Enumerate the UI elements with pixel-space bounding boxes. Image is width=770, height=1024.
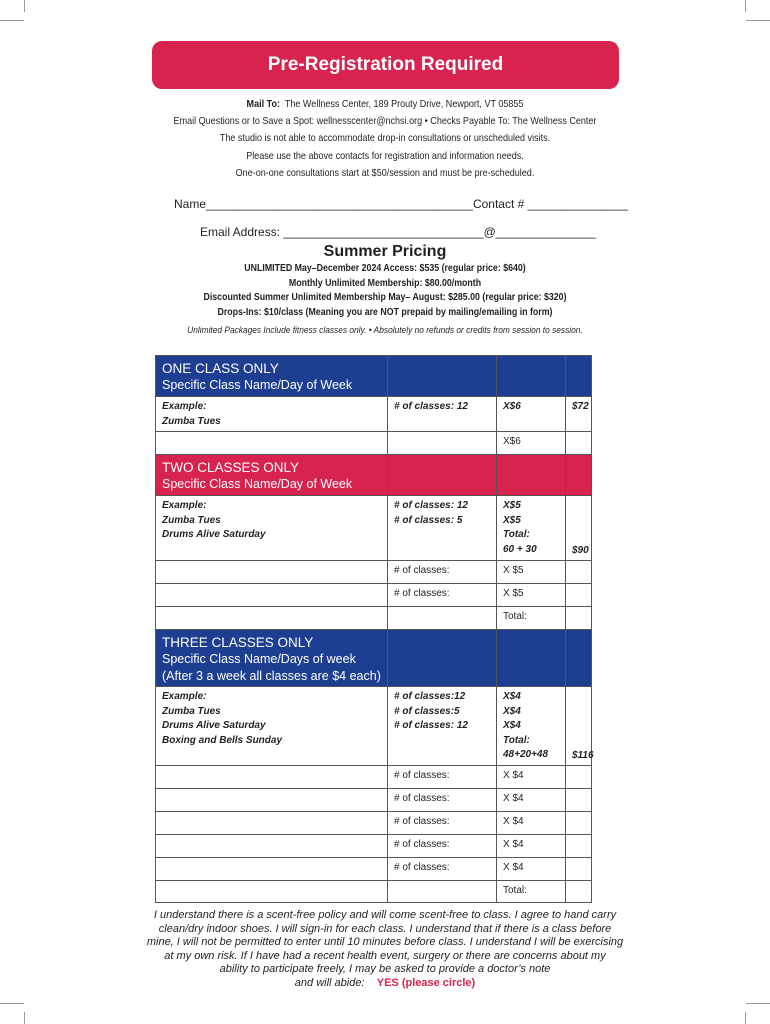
table-row	[155, 496, 592, 561]
crop-mark	[24, 0, 25, 12]
rate: X$4	[503, 691, 521, 702]
table-row[interactable]	[155, 561, 592, 584]
classes-label: # of classes:	[394, 862, 450, 873]
contact-info	[0, 96, 770, 182]
table-row[interactable]	[155, 607, 592, 630]
example-class: Drums Alive Saturday	[162, 720, 266, 731]
class-name-input[interactable]	[155, 835, 387, 857]
three-classes-subtitle: Specific Class Name/Days of week	[162, 652, 356, 666]
example-class: Boxing and Bells Sunday	[162, 734, 283, 746]
agreement-text	[0, 909, 770, 990]
total-input[interactable]	[565, 432, 592, 454]
rate: X $4	[503, 770, 524, 781]
example-class: Zumba Tues	[162, 514, 221, 526]
class-name-input[interactable]	[155, 561, 387, 583]
total-label: Total:	[503, 529, 530, 540]
three-classes-note: (After 3 a week all classes are $4 each)	[162, 669, 381, 683]
crop-mark	[745, 0, 746, 12]
total-input[interactable]	[565, 584, 592, 606]
total-input[interactable]	[565, 812, 592, 834]
classes-count: # of classes: 12	[394, 500, 468, 511]
rate: X$5	[503, 500, 521, 511]
class-name-input[interactable]	[155, 766, 387, 788]
contacts-line: Please use the above contacts for registration and information needs.	[246, 149, 524, 162]
classes-count: # of classes: 12	[394, 720, 468, 731]
rate: X$4	[503, 720, 521, 731]
classes-count: # of classes: 5	[394, 514, 463, 526]
table-row	[155, 397, 592, 432]
crop-mark	[0, 20, 24, 21]
agreement-line: mine, I will not be permitted to enter until 10 minutes before class. I understand I will be exercising	[146, 936, 624, 948]
email-line: Email Questions or to Save a Spot: wellnesscenter@nchsi.org • Checks Payable To: The Wellness Center	[173, 115, 597, 128]
class-name-input[interactable]	[155, 881, 387, 902]
classes-label: # of classes:	[394, 816, 450, 827]
total-input[interactable]	[565, 881, 592, 902]
crop-mark	[0, 1003, 24, 1004]
three-classes-header	[155, 630, 592, 687]
rate: X$4	[503, 705, 521, 717]
agreement-line	[0, 977, 770, 991]
agreement-line: ability to participate freely, I may be asked to provide a doctor’s note	[219, 963, 551, 975]
class-name-input[interactable]	[155, 432, 387, 454]
class-name-input[interactable]	[155, 858, 387, 880]
table-row[interactable]	[155, 881, 592, 903]
rate: X$6	[503, 401, 521, 412]
crop-mark	[24, 1012, 25, 1024]
two-classes-title: TWO CLASSES ONLY	[162, 460, 300, 475]
row-total: $116	[572, 750, 594, 761]
example-label: Example:	[162, 500, 207, 511]
total-input[interactable]	[565, 766, 592, 788]
yes-option[interactable]: YES (please circle)	[376, 976, 476, 989]
one-class-header	[155, 356, 592, 397]
three-classes-title: THREE CLASSES ONLY	[162, 635, 314, 650]
rate: X$5	[503, 514, 521, 526]
example-class: Zumba Tues	[162, 705, 221, 717]
total-input[interactable]	[565, 789, 592, 811]
table-row[interactable]	[155, 766, 592, 789]
agreement-line: clean/dry indoor shoes. I will sign-in for each class. I understand that if there is a class before	[158, 922, 612, 935]
crop-mark	[745, 1012, 746, 1024]
rate: X $5	[503, 588, 524, 599]
table-row[interactable]	[155, 432, 592, 455]
name-contact-field[interactable]: Name________________________________________Contact # _______________	[174, 197, 628, 211]
total-input[interactable]	[565, 835, 592, 857]
classes-label: # of classes:	[394, 565, 450, 576]
pricing-note: Unlimited Packages Include fitness classes only. • Absolutely no refunds or credits from session to session.	[187, 325, 583, 336]
one-class-subtitle: Specific Class Name/Day of Week	[162, 378, 353, 392]
table-row[interactable]	[155, 789, 592, 812]
rate: X $4	[503, 793, 524, 804]
class-name-input[interactable]	[155, 789, 387, 811]
classes-count: # of classes:12	[394, 691, 466, 702]
pricing-line: Drops-Ins: $10/class (Meaning you are NOT prepaid by mailing/emailing in form)	[217, 306, 553, 318]
total-input[interactable]	[565, 858, 592, 880]
agreement-line: at my own risk. If I have had a recent health event, surgery or there are concerns about my	[164, 949, 606, 962]
class-name-input[interactable]	[155, 584, 387, 606]
example-class: Drums Alive Saturday	[162, 529, 266, 540]
class-name-input[interactable]	[155, 812, 387, 834]
registration-table	[155, 355, 592, 903]
rate: X $5	[503, 565, 524, 576]
crop-mark	[746, 1003, 770, 1004]
table-row	[155, 687, 592, 766]
total-input[interactable]	[565, 561, 592, 583]
classes-label: # of classes:	[394, 793, 450, 804]
email-address-field[interactable]: Email Address: ______________________________@_______________	[200, 225, 596, 239]
classes-label: # of classes:	[394, 770, 450, 781]
row-total: $90	[572, 545, 589, 556]
total-label: Total:	[503, 885, 527, 896]
agreement-line: I understand there is a scent-free policy and will come scent-free to class. I agree to hand carry	[153, 909, 617, 921]
table-row[interactable]	[155, 835, 592, 858]
rate: X $4	[503, 816, 524, 827]
pricing-line: Monthly Unlimited Membership: $80.00/month	[288, 277, 482, 289]
pricing-line: UNLIMITED May–December 2024 Access: $535 (regular price: $640)	[244, 263, 526, 274]
table-row[interactable]	[155, 858, 592, 881]
total-label: Total:	[503, 611, 527, 622]
abide-label: and will abide:	[294, 976, 365, 989]
rate: X $4	[503, 862, 524, 873]
example-label: Example:	[162, 691, 207, 702]
pricing-list	[0, 262, 770, 342]
row-total: $72	[572, 401, 589, 412]
table-row[interactable]	[155, 812, 592, 835]
dropin-line: The studio is not able to accommodate drop-in consultations or unscheduled visits.	[219, 132, 551, 145]
classes-label: # of classes:	[394, 839, 450, 850]
example-label: Example:	[162, 401, 207, 412]
pricing-title: Summer Pricing	[323, 243, 447, 260]
rate: X$6	[503, 436, 521, 447]
example-class: Zumba Tues	[162, 415, 221, 427]
mail-to-line	[54, 96, 716, 113]
consult-line: One-on-one consultations start at $50/session and must be pre-scheduled.	[235, 166, 535, 179]
two-classes-header	[155, 455, 592, 496]
classes-count: # of classes: 12	[394, 401, 468, 412]
total-calc: 60 + 30	[503, 543, 537, 555]
total-label: Total:	[503, 734, 530, 746]
mail-address: The Wellness Center, 189 Prouty Drive, Newport, VT 05855	[284, 98, 524, 110]
rate: X $4	[503, 839, 524, 850]
mail-to-label: Mail To:	[246, 98, 280, 110]
pricing-line: Discounted Summer Unlimited Membership May– August: $285.00 (regular price: $320)	[203, 292, 567, 303]
classes-label: # of classes:	[394, 588, 450, 599]
classes-count: # of classes:5	[394, 705, 460, 717]
total-input[interactable]	[565, 607, 592, 629]
classes-input[interactable]	[387, 432, 496, 454]
one-class-title: ONE CLASS ONLY	[162, 361, 279, 376]
two-classes-subtitle: Specific Class Name/Day of Week	[162, 477, 353, 491]
table-row[interactable]	[155, 584, 592, 607]
crop-mark	[746, 20, 770, 21]
page-title: Pre-Registration Required	[152, 41, 619, 89]
total-calc: 48+20+48	[503, 749, 549, 760]
